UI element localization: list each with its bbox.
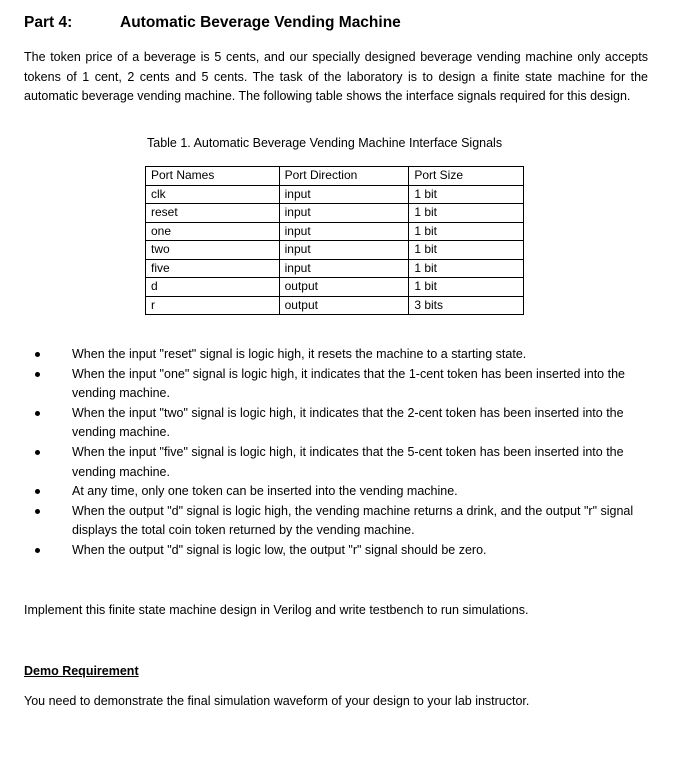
part-label: Part 4:	[24, 14, 73, 31]
port-size-cell: 1 bit	[409, 185, 524, 204]
table-row	[146, 185, 524, 204]
port-size-cell: 3 bits	[409, 296, 524, 315]
list-item-text: When the input "one" signal is logic high, it indicates that the 1-cent token has been inserted into the vending machine.	[72, 366, 625, 401]
port-direction-cell: input	[279, 259, 409, 278]
header-port-direction: Port Direction	[279, 167, 409, 186]
port-name-cell: d	[146, 278, 280, 297]
table-caption: Table 1. Automatic Beverage Vending Machine Interface Signals	[147, 136, 503, 150]
port-size-cell: 1 bit	[409, 259, 524, 278]
list-item	[0, 443, 660, 482]
port-direction-cell: input	[279, 204, 409, 223]
table-row	[146, 278, 524, 297]
port-name-cell: one	[146, 222, 280, 241]
port-name-cell: five	[146, 259, 280, 278]
list-item	[0, 345, 660, 365]
table-row	[146, 241, 524, 260]
demo-requirement-heading: Demo Requirement	[24, 664, 139, 678]
bullet-icon	[35, 450, 40, 455]
section-heading	[24, 14, 401, 32]
bullet-icon	[35, 411, 40, 416]
header-port-names: Port Names	[146, 167, 280, 186]
table-row	[146, 259, 524, 278]
list-item	[0, 482, 660, 502]
list-item-text: At any time, only one token can be inserted into the vending machine.	[72, 484, 458, 499]
list-item	[0, 365, 660, 404]
table-header-row	[146, 167, 524, 186]
intro-paragraph: The token price of a beverage is 5 cents, and our specially designed beverage vending machine only accepts tokens of 1 cent, 2 cents and 5 cents. The task of the laboratory is to design a finite state machine for the automatic beverage vending machine. The following table shows the interface signals required for this design.	[24, 50, 648, 104]
list-item-text: When the input "five" signal is logic high, it indicates that the 5-cent token has been inserted into the vending machine.	[72, 444, 624, 479]
port-direction-cell: input	[279, 185, 409, 204]
port-direction-cell: output	[279, 296, 409, 315]
port-size-cell: 1 bit	[409, 204, 524, 223]
list-item	[0, 541, 660, 561]
port-size-cell: 1 bit	[409, 278, 524, 297]
list-item-text: When the output "d" signal is logic high, the vending machine returns a drink, and the output "r" signal displays the total coin token returned by the vending machine.	[72, 503, 634, 538]
table-row	[146, 222, 524, 241]
bullet-icon	[35, 548, 40, 553]
port-name-cell: clk	[146, 185, 280, 204]
port-name-cell: two	[146, 241, 280, 260]
port-direction-cell: output	[279, 278, 409, 297]
port-direction-cell: input	[279, 222, 409, 241]
port-size-cell: 1 bit	[409, 222, 524, 241]
list-item-text: When the output "d" signal is logic low, the output "r" signal should be zero.	[72, 542, 487, 557]
header-port-size: Port Size	[409, 167, 524, 186]
port-name-cell: r	[146, 296, 280, 315]
bullet-icon	[35, 509, 40, 514]
requirements-list	[0, 345, 660, 561]
interface-signals-table	[145, 166, 524, 315]
section-title: Automatic Beverage Vending Machine	[120, 14, 401, 31]
table-row	[146, 204, 524, 223]
bullet-icon	[35, 489, 40, 494]
table-row	[146, 296, 524, 315]
list-item	[0, 502, 660, 541]
implement-instruction: Implement this finite state machine design in Verilog and write testbench to run simulations.	[24, 603, 529, 617]
port-direction-cell: input	[279, 241, 409, 260]
list-item-text: When the input "two" signal is logic high, it indicates that the 2-cent token has been inserted into the vending machine.	[72, 405, 624, 440]
list-item-text: When the input "reset" signal is logic high, it resets the machine to a starting state.	[72, 347, 527, 361]
bullet-icon	[35, 352, 40, 357]
list-item	[0, 404, 660, 443]
port-size-cell: 1 bit	[409, 241, 524, 260]
demo-requirement-text: You need to demonstrate the final simulation waveform of your design to your lab instructor.	[24, 694, 530, 708]
port-name-cell: reset	[146, 204, 280, 223]
bullet-icon	[35, 372, 40, 377]
